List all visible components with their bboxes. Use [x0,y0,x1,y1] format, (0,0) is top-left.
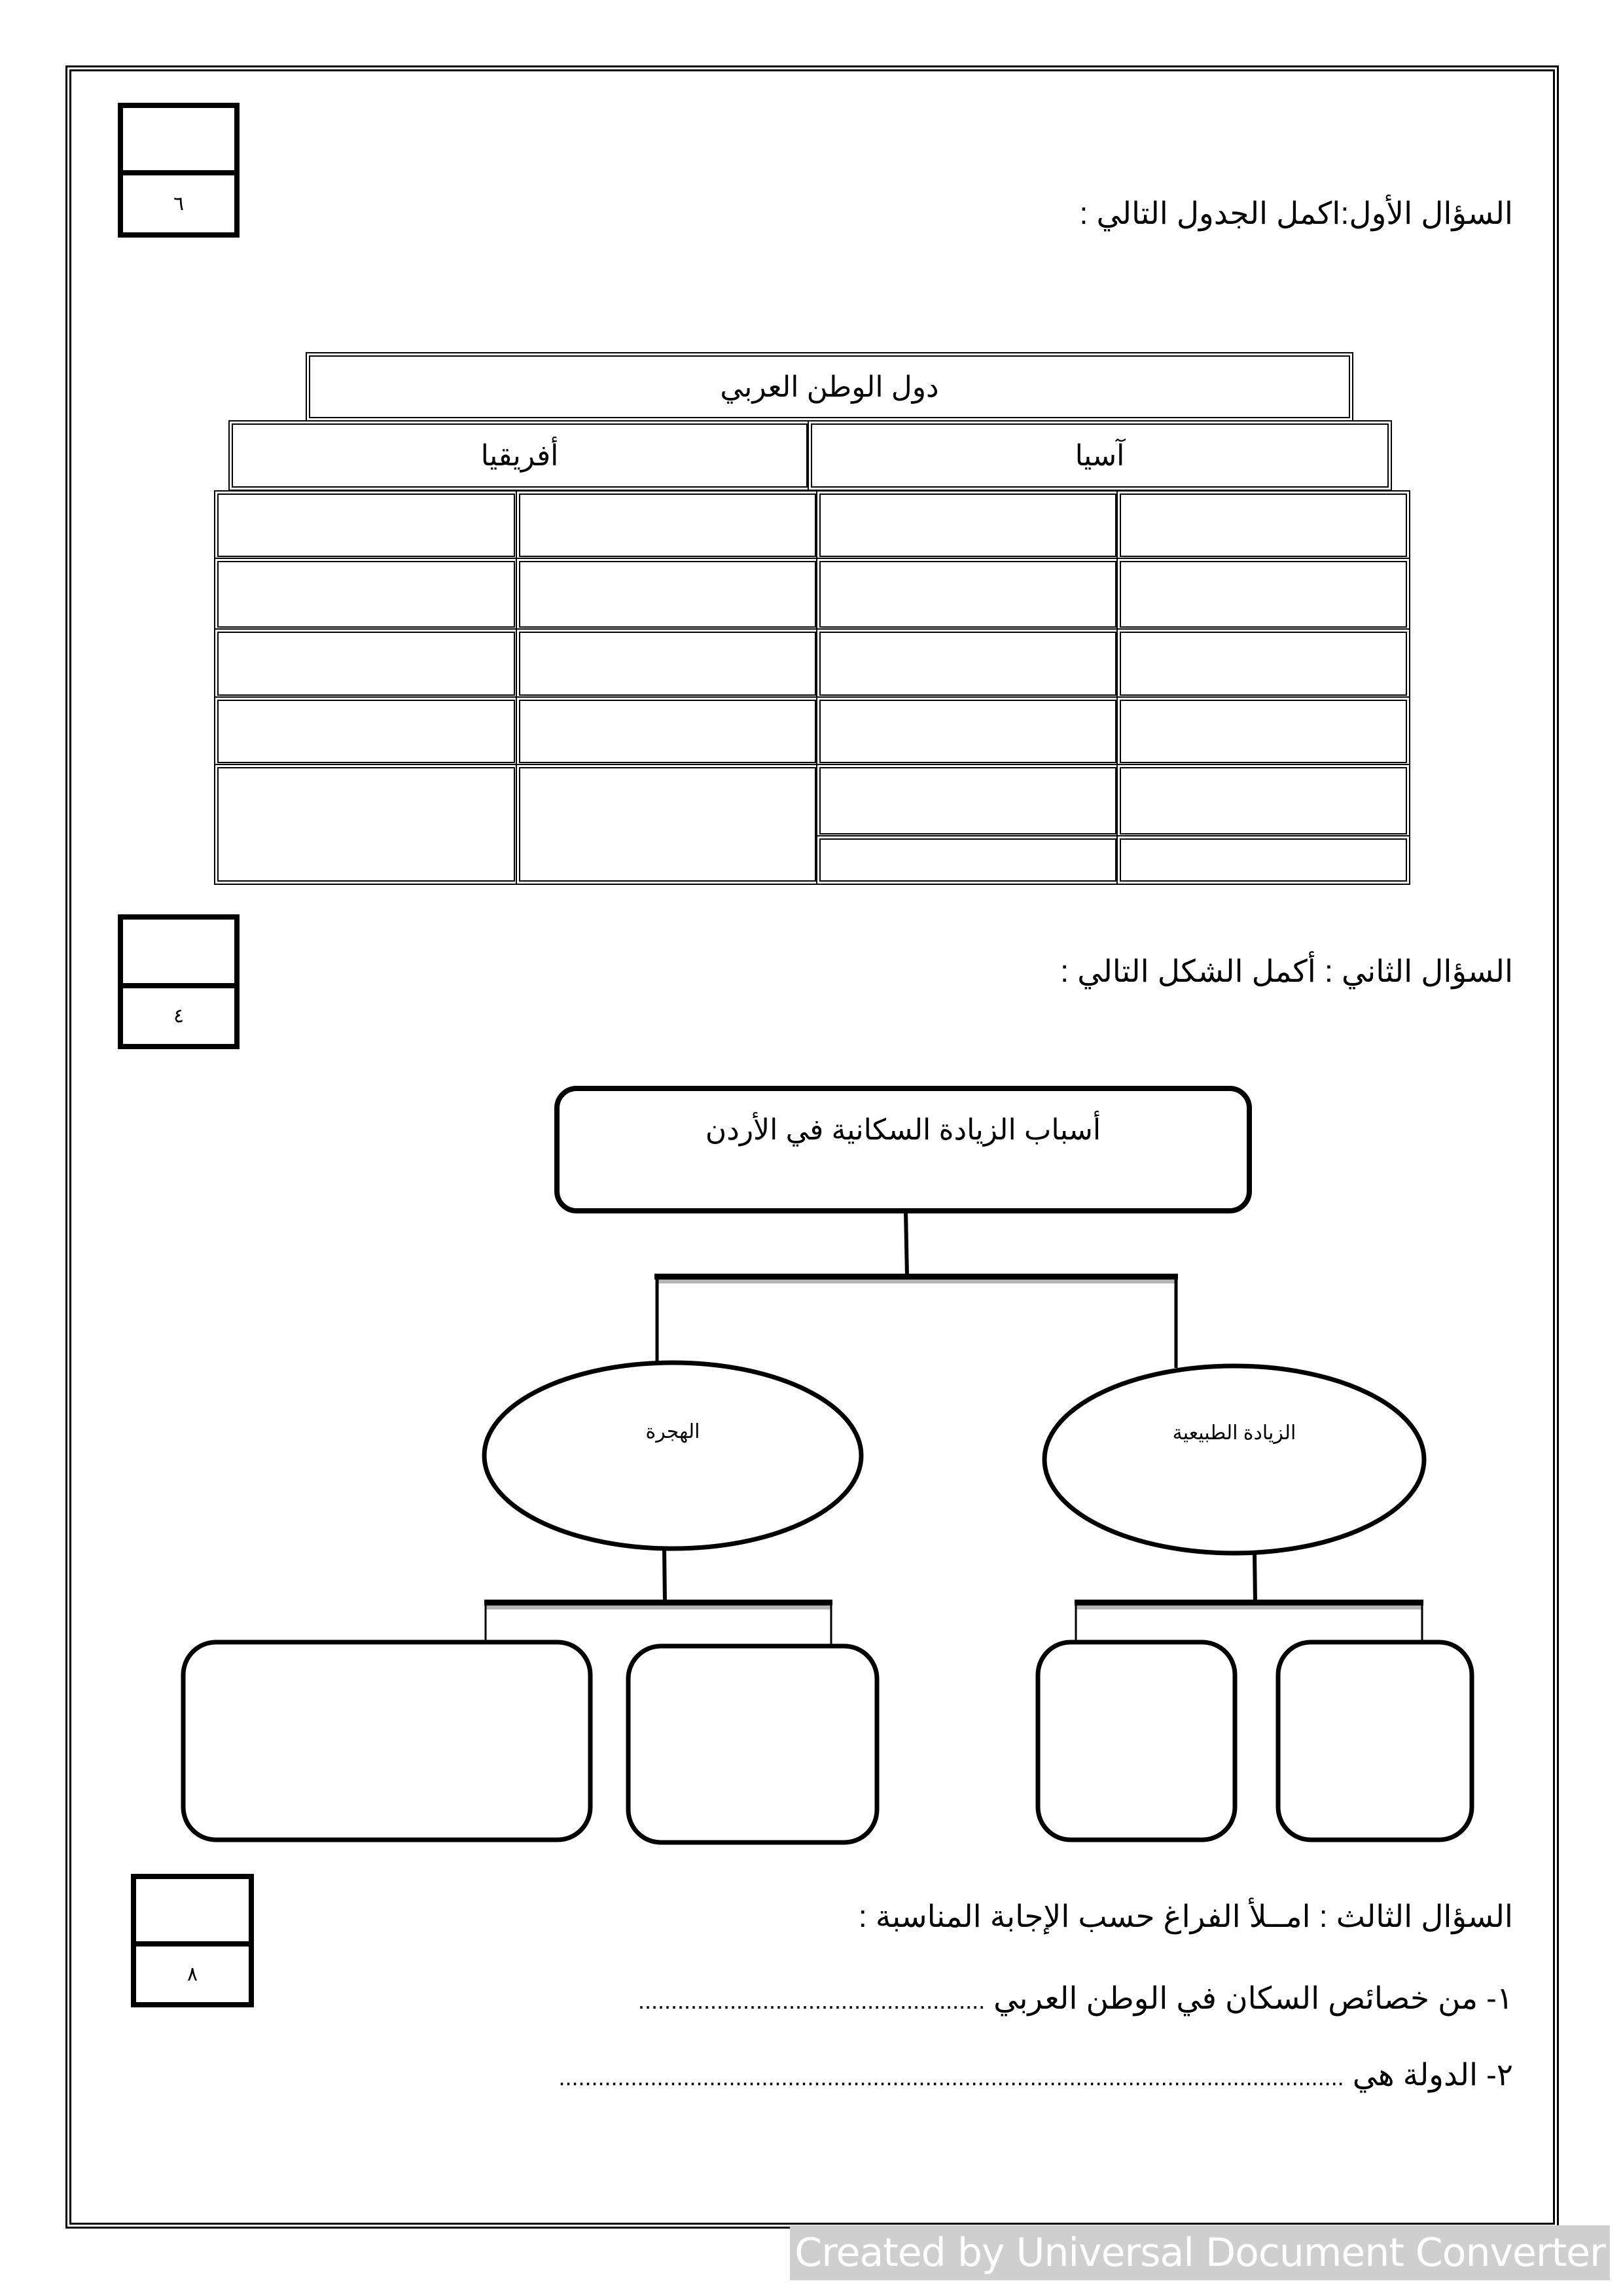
question3-prompt: السؤال الثالث : امــلأ الفراغ حسب الإجابة المناسبة : [858,1899,1513,1933]
question1-prompt: السؤال الأول:اكمل الجدول التالي : [1079,196,1513,230]
diagram-root-box [557,1088,1249,1211]
diagram-leaf-box[interactable] [1278,1642,1472,1840]
converter-watermark: Created by Universal Document Converter [790,2225,1610,2280]
question3-item-1-blank[interactable]: ..................................................... [638,1987,986,2014]
connector-line [664,1549,665,1602]
table-title-text: دول الوطن العربي [720,370,939,403]
question3-item-2-text: ٢- الدولة هي [1352,2057,1513,2092]
question3-item-2-blank[interactable]: ........................................................................................................................ [558,2064,1344,2090]
question2-prompt: السؤال الثاني : أكمل الشكل التالي : [1060,954,1513,988]
connector-line [906,1211,907,1276]
diagram-branch-natural-increase [1044,1366,1424,1553]
connector-bar [484,1600,832,1605]
score-box-q3-total: ٨ [187,1964,198,1985]
connector-bar-shadow [1075,1605,1423,1609]
diagram-root-label: أسباب الزيادة السكانية في الأردن [705,1114,1101,1146]
connector-bar [1075,1600,1423,1605]
score-box-q2-total: ٤ [173,1005,185,1027]
diagram-branch-migration [484,1363,861,1549]
score-box-q1-total: ٦ [173,193,185,215]
diagram-leaf-box[interactable] [628,1646,877,1842]
diagram-leaf-box[interactable] [183,1642,590,1840]
score-box-q3-earned[interactable] [136,1879,249,1946]
score-box-q3 [131,1874,254,2007]
connector-bar-shadow [656,1280,1177,1283]
region-africa-label: أفريقيا [480,439,559,472]
diagram-branch-migration-label: الهجرة [645,1421,700,1443]
question3-item-1 [638,1980,1513,2017]
question3-item-1-text: ١- من خصائص السكان في الوطن العربي [993,1981,1513,2015]
connector-bar [654,1274,1178,1280]
connector-bar-shadow [485,1605,832,1609]
region-asia-label: آسيا [1075,439,1125,472]
diagram-leaf-box[interactable] [1038,1642,1235,1840]
question3-item-2 [558,2056,1513,2093]
diagram-branch-natural-increase-label: الزيادة الطبيعية [1172,1422,1296,1444]
